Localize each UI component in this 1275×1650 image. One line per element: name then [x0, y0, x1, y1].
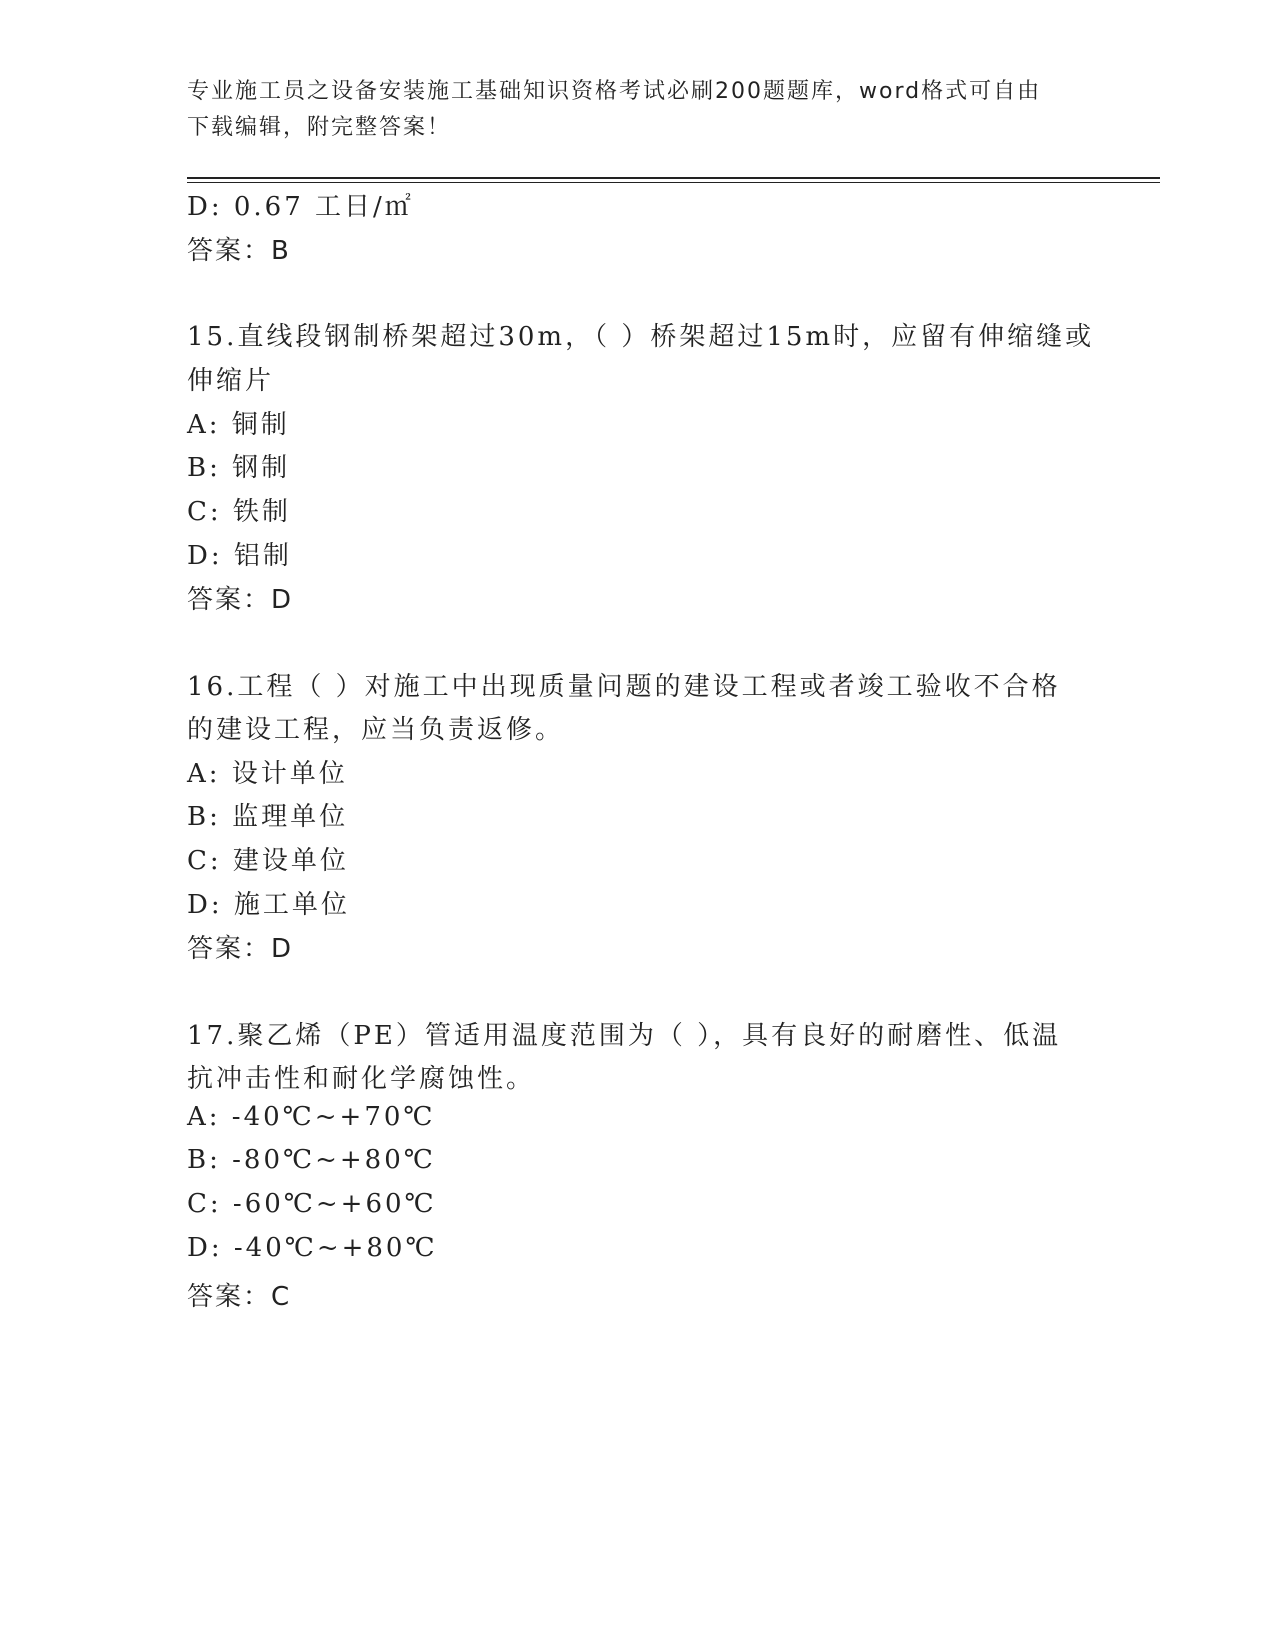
header-line-1: 专业施工员之设备安装施工基础知识资格考试必刷200题题库，word格式可自由: [187, 79, 1042, 104]
option-a: A: 设计单位: [187, 759, 348, 789]
document-header: [187, 74, 1087, 146]
header-divider-thick: [187, 177, 1160, 179]
option-d: D: 铝制: [187, 541, 292, 571]
option-c: C: -60℃~+60℃: [187, 1189, 437, 1219]
question-stem-line-2: 伸缩片: [187, 366, 275, 396]
question-stem-line-2: 抗冲击性和耐化学腐蚀性。: [187, 1064, 536, 1094]
answer: 答案：D: [187, 585, 294, 615]
prev-option-d: D: 0.67 工日/㎡: [187, 192, 414, 222]
option-b: B: 钢制: [187, 453, 291, 483]
option-d: D: 施工单位: [187, 890, 350, 920]
question-stem-line-1: 15.直线段钢制桥架超过30m，（ ）桥架超过15m时，应留有伸缩缝或: [187, 322, 1095, 352]
question-stem-line-1: 16.工程（ ）对施工中出现质量问题的建设工程或者竣工验收不合格: [187, 672, 1061, 702]
prev-answer: 答案：B: [187, 236, 291, 266]
answer: 答案：D: [187, 934, 294, 964]
option-b: B: -80℃~+80℃: [187, 1145, 436, 1175]
option-a: A: 铜制: [187, 410, 290, 440]
option-b: B: 监理单位: [187, 802, 349, 832]
question-stem-line-1: 17.聚乙烯（PE）管适用温度范围为（ ），具有良好的耐磨性、低温: [187, 1021, 1062, 1051]
option-d: D: -40℃~+80℃: [187, 1233, 438, 1263]
header-line-2: 下载编辑，附完整答案！: [187, 115, 452, 140]
header-divider-thin: [187, 182, 1160, 183]
option-a: A: -40℃~+70℃: [187, 1102, 436, 1132]
option-c: C: 建设单位: [187, 846, 349, 876]
question-stem-line-2: 的建设工程，应当负责返修。: [187, 715, 565, 745]
answer: 答案：C: [187, 1282, 292, 1312]
option-c: C: 铁制: [187, 497, 291, 527]
